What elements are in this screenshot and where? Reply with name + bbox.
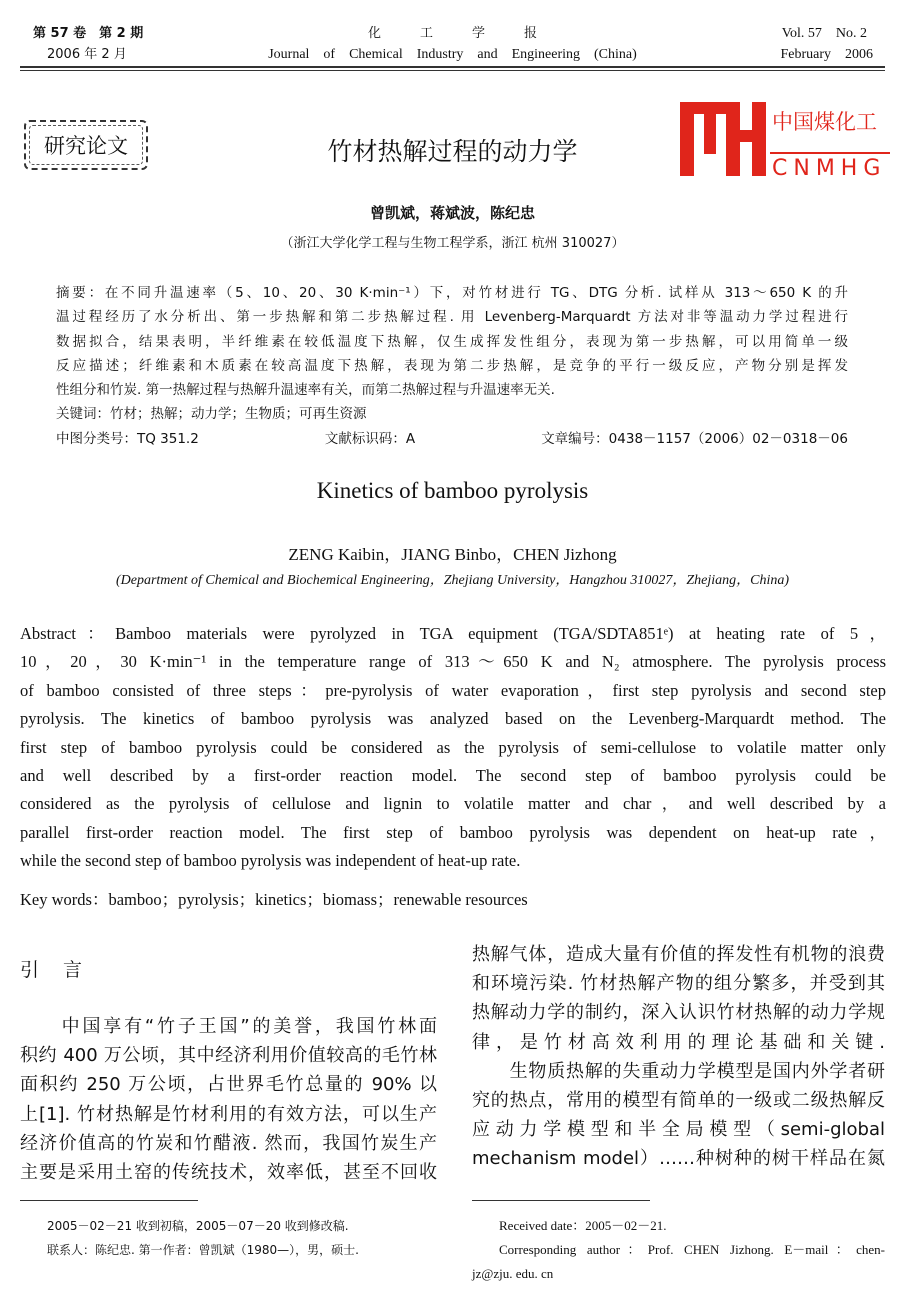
footnote-rule-left bbox=[20, 1200, 198, 1201]
journal-name-cn: 化 工 学 报 bbox=[367, 26, 537, 41]
abstract-cn-line: 温过程经历了水分析出、第一步热解和第二步热解过程. 用 Levenberg-Marquardt 方法对非等温动力学过程进行 bbox=[56, 309, 848, 326]
body-line: 中国享有“竹子王国”的美誉，我国竹林面 bbox=[20, 1016, 437, 1037]
body-column-left bbox=[20, 1012, 437, 1187]
abstract-cn-line: 数据拟合，结果表明，半纤维素在较低温度下热解，仅生成挥发性组分，表现为第一步热解，可以用简单一级 bbox=[56, 333, 848, 350]
body-line: 面积约 250 万公顷，占世界毛竹总量的 90% 以 bbox=[20, 1074, 437, 1096]
body-line: 积约 400 万公顷，其中经济利用价值较高的毛竹林 bbox=[20, 1045, 437, 1067]
footnotes-left bbox=[47, 1214, 359, 1262]
classification-doc-code: 文献标识码：A bbox=[324, 430, 416, 447]
section-heading: 引 言 bbox=[20, 959, 83, 981]
footnote-received: 2005－02－21 收到初稿，2005－07－20 收到修改稿. bbox=[47, 1219, 349, 1233]
abstract-en-line: and well described by a first-order reaction model. The second step of bamboo pyrolysis could be bbox=[20, 766, 886, 786]
header-rule bbox=[20, 66, 885, 68]
body-line: 经济价值高的竹炭和竹醋液. 然而，我国竹炭生产 bbox=[20, 1132, 437, 1154]
classification-clc: 中图分类号：TQ 351.2 bbox=[56, 430, 199, 447]
issue-date-en: February 2006 bbox=[780, 47, 873, 62]
abstract-en-line: pyrolysis. The kinetics of bamboo pyrolysis was analyzed based on the Levenberg-Marquardt method. The bbox=[20, 709, 886, 729]
watermark-en: CNMHG bbox=[772, 156, 887, 181]
footnote-rule-right bbox=[472, 1200, 650, 1201]
title-cn: 竹材热解过程的动力学 bbox=[327, 137, 578, 166]
authors-en: ZENG Kaibin，JIANG Binbo，CHEN Jizhong bbox=[288, 545, 617, 564]
abstract-en bbox=[20, 620, 886, 876]
body-line: 热解气体，造成大量有价值的挥发性有机物的浪费 bbox=[472, 944, 885, 965]
journal-name-en: Journal of Chemical Industry and Engineering (China) bbox=[268, 47, 637, 62]
classification-article-no: 文章编号：0438－1157（2006）02－0318－06 bbox=[541, 430, 848, 447]
classification-row bbox=[56, 427, 848, 451]
affiliation-cn: （浙江大学化学工程与生物工程学系，浙江 杭州 310027） bbox=[280, 236, 625, 251]
volume-issue: 第 57 卷 第 2 期 bbox=[33, 26, 144, 41]
abstract-en-line: considered as the pyrolysis of cellulose and lignin to volatile matter and char，and well described by a bbox=[20, 794, 886, 814]
watermark-logo bbox=[680, 96, 890, 188]
issue-date: 2006 年 2 月 bbox=[47, 47, 127, 62]
volume-issue-en: Vol. 57 No. 2 bbox=[781, 26, 867, 41]
abstract-cn-line: 反应描述；纤维素和木质素在较高温度下热解，表现为第二步热解，是竞争的平行一级反应，产物分别是挥发 bbox=[56, 357, 848, 374]
keywords-cn: 关键词：竹材；热解；动力学；生物质；可再生资源 bbox=[56, 406, 367, 423]
body-column-right bbox=[472, 940, 885, 1174]
header-rule-thin bbox=[20, 70, 885, 71]
abstract-en-line: Abstract：Bamboo materials were pyrolyzed in TGA equipment (TGA/SDTA851ᵉ) at heating rate of 5， bbox=[20, 624, 886, 643]
body-line: 生物质热解的失重动力学模型是国内外学者研 bbox=[472, 1060, 885, 1082]
body-line: 应动力学模型和半全局模型（semi-global bbox=[472, 1119, 885, 1141]
watermark-cn: 中国煤化工 bbox=[772, 110, 877, 134]
body-line: 究的热点，常用的模型有简单的一级或二级热解反 bbox=[472, 1090, 885, 1112]
footnote-received-en: Received date：2005－02－21. bbox=[499, 1218, 667, 1233]
affiliation-en: (Department of Chemical and Biochemical Engineering，Zhejiang University，Hangzhou 310027，Zhejiang，China) bbox=[115, 573, 790, 588]
footnotes-right bbox=[472, 1214, 885, 1286]
authors-cn: 曾凯斌，蒋斌波，陈纪忠 bbox=[369, 204, 535, 222]
body-line: 上[1]. 竹材热解是竹材利用的有效方法，可以生产 bbox=[20, 1103, 437, 1125]
title-en: Kinetics of bamboo pyrolysis bbox=[316, 478, 589, 503]
abstract-cn-line: 性组分和竹炭. 第一热解过程与热解升温速率有关，而第二热解过程与升温速率无关. bbox=[56, 382, 555, 399]
footnote-email: jz@zju. edu. cn bbox=[472, 1266, 554, 1281]
body-line: 主要是采用土窑的传统技术，效率低，甚至不回收 bbox=[20, 1162, 437, 1184]
footnote-corresponding: Corresponding author：Prof. CHEN Jizhong. E－mail：chen- bbox=[499, 1242, 885, 1257]
abstract-cn-line: 摘要：在不同升温速率（5、10、20、30 K·min⁻¹）下，对竹材进行 TG、DTG 分析. 试样从 313～650 K 的升 bbox=[56, 285, 848, 301]
abstract-en-line: parallel first-order reaction model. The first step of bamboo pyrolysis was dependent on heat-up rate， bbox=[20, 822, 886, 842]
abstract-cn bbox=[56, 281, 848, 451]
body-line: 和环境污染. 竹材热解产物的组分繁多，并受到其 bbox=[472, 973, 885, 995]
badge-label: 研究论文 bbox=[44, 134, 128, 158]
body-line: 律，是竹材高效利用的理论基础和关键. bbox=[472, 1031, 885, 1053]
abstract-en-line: 10，20，30 K·min⁻¹ in the temperature range of 313～650 K and N₂ atmosphere. The pyrolysis process bbox=[20, 652, 886, 672]
footnote-contact: 联系人：陈纪忠. 第一作者：曾凯斌（1980—），男，硕士. bbox=[47, 1243, 359, 1257]
keywords-en: Key words：bamboo；pyrolysis；kinetics；biomass；renewable resources bbox=[20, 890, 528, 909]
abstract-en-line: first step of bamboo pyrolysis could be considered as the pyrolysis of semi-cellulose to volatile matter only bbox=[20, 737, 886, 757]
body-line: mechanism model）……种树种的树干样品在氮 bbox=[472, 1148, 885, 1170]
abstract-en-line: while the second step of bamboo pyrolysis was independent of heat-up rate. bbox=[20, 851, 521, 871]
body-line: 热解动力学的制约，深入认识竹材热解的动力学规 bbox=[472, 1002, 885, 1024]
abstract-en-line: of bamboo consisted of three steps：pre-pyrolysis of water evaporation，first step pyrolysis and second step bbox=[20, 680, 886, 700]
